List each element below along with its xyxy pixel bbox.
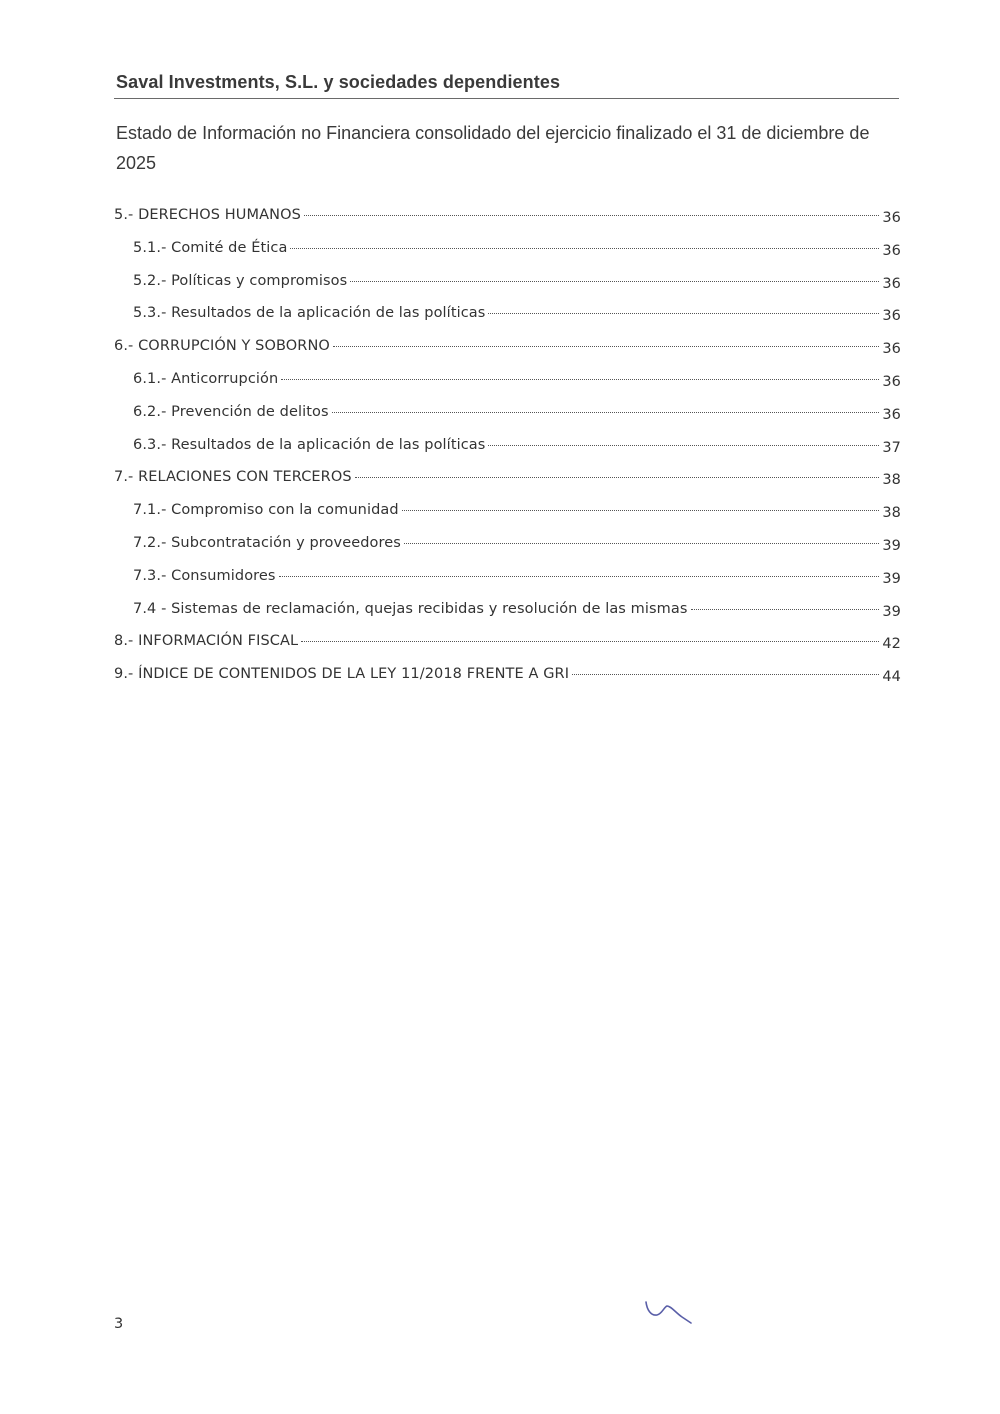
- toc-entry[interactable]: [114, 601, 901, 634]
- toc-entry-title: 5.2.- Políticas y compromisos: [133, 272, 348, 289]
- toc-dot-leader: [488, 313, 879, 314]
- toc-entry[interactable]: [114, 666, 901, 699]
- toc-entry[interactable]: [114, 273, 901, 306]
- toc-entry-page: 42: [882, 636, 901, 653]
- toc-dot-leader: [304, 215, 879, 216]
- toc-entry-page: 39: [882, 603, 901, 620]
- toc-entry-title: 7.2.- Subcontratación y proveedores: [133, 534, 401, 551]
- toc-entry-page: 44: [882, 669, 901, 686]
- toc-dot-leader: [301, 641, 879, 642]
- toc-entry[interactable]: [114, 207, 901, 240]
- handwritten-initials-icon: [643, 1296, 695, 1328]
- toc-entry-title: 7.- RELACIONES CON TERCEROS: [114, 469, 352, 486]
- toc-entry-page: 36: [882, 242, 901, 259]
- toc-entry[interactable]: [114, 404, 901, 437]
- toc-entry[interactable]: [114, 240, 901, 273]
- toc-entry[interactable]: [114, 305, 901, 338]
- toc-dot-leader: [333, 346, 879, 347]
- toc-entry-page: 36: [882, 341, 901, 358]
- toc-entry-title: 6.- CORRUPCIÓN Y SOBORNO: [114, 338, 330, 355]
- toc-entry-title: 5.1.- Comité de Ética: [133, 239, 288, 256]
- toc-entry-page: 38: [882, 472, 901, 489]
- toc-entry-page: 36: [882, 373, 901, 390]
- toc-dot-leader: [281, 379, 879, 380]
- toc-dot-leader: [355, 477, 880, 478]
- toc-entry-title: 5.3.- Resultados de la aplicación de las políticas: [133, 305, 486, 322]
- toc-dot-leader: [572, 674, 879, 675]
- document-subtitle: Estado de Información no Financiera consolidado del ejercicio finalizado el 31 de diciembre de 2025: [116, 123, 870, 173]
- table-of-contents: [114, 207, 901, 699]
- toc-entry-title: 7.1.- Compromiso con la comunidad: [133, 502, 399, 519]
- toc-entry-title: 6.1.- Anticorrupción: [133, 370, 279, 387]
- toc-entry-page: 39: [882, 537, 901, 554]
- toc-entry[interactable]: [114, 338, 901, 371]
- toc-entry[interactable]: [114, 535, 901, 568]
- toc-dot-leader: [290, 248, 879, 249]
- toc-dot-leader: [332, 412, 880, 413]
- toc-entry-page: 39: [882, 570, 901, 587]
- toc-entry[interactable]: [114, 633, 901, 666]
- company-header: Saval Investments, S.L. y sociedades dependientes: [116, 72, 561, 92]
- toc-entry-page: 37: [882, 439, 901, 456]
- toc-dot-leader: [488, 445, 879, 446]
- toc-dot-leader: [350, 281, 879, 282]
- toc-entry[interactable]: [114, 502, 901, 535]
- toc-entry[interactable]: [114, 568, 901, 601]
- toc-entry-page: 38: [882, 505, 901, 522]
- toc-entry-page: 36: [882, 210, 901, 226]
- toc-entry-title: 5.- DERECHOS HUMANOS: [114, 207, 301, 223]
- toc-entry-title: 6.2.- Prevención de delitos: [133, 403, 329, 420]
- toc-dot-leader: [402, 510, 880, 511]
- header-divider: [114, 98, 899, 99]
- toc-entry-title: 6.3.- Resultados de la aplicación de las políticas: [133, 436, 486, 453]
- toc-dot-leader: [279, 576, 880, 577]
- toc-entry-title: 9.- ÍNDICE DE CONTENIDOS DE LA LEY 11/2018 FRENTE A GRI: [114, 666, 570, 683]
- page-number: 3: [114, 1316, 124, 1332]
- toc-entry-page: 36: [882, 275, 901, 292]
- toc-entry-title: 8.- INFORMACIÓN FISCAL: [114, 633, 299, 650]
- toc-dot-leader: [691, 609, 880, 610]
- toc-entry-title: 7.3.- Consumidores: [133, 567, 276, 584]
- toc-entry-page: 36: [882, 406, 901, 423]
- toc-entry[interactable]: [114, 469, 901, 502]
- toc-entry[interactable]: [114, 437, 901, 470]
- toc-entry-title: 7.4 - Sistemas de reclamación, quejas recibidas y resolución de las mismas: [133, 600, 688, 617]
- toc-entry-page: 36: [882, 308, 901, 325]
- toc-dot-leader: [404, 543, 879, 544]
- toc-entry[interactable]: [114, 371, 901, 404]
